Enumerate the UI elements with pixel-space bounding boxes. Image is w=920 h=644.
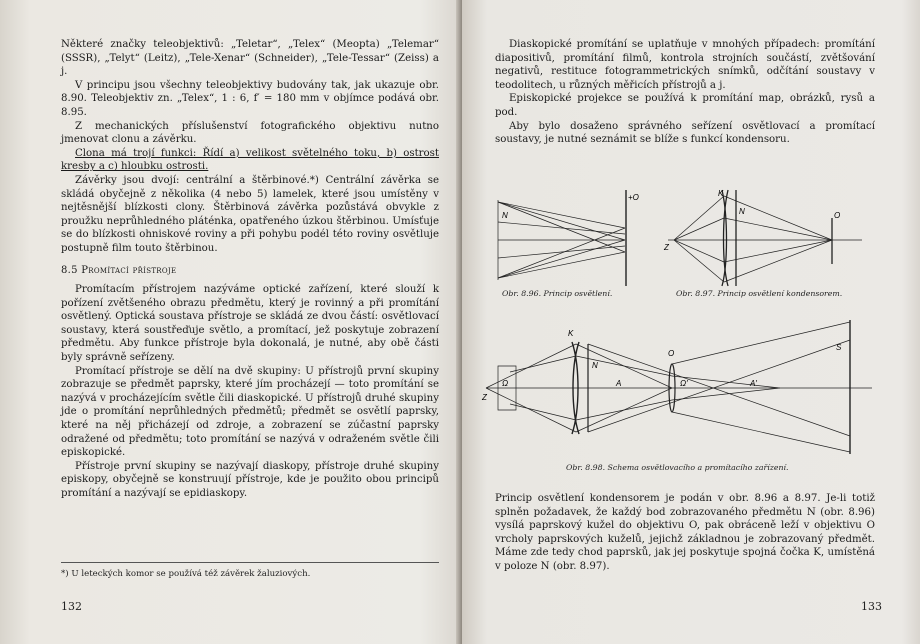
page-number-left: 132	[61, 600, 82, 613]
fig96-label-o: +O	[628, 193, 639, 202]
fig97-label-z: Z	[664, 243, 669, 252]
left-text-column	[61, 38, 439, 501]
figure-8-96-caption: Obr. 8.96. Princip osvětlení.	[502, 289, 613, 298]
figure-8-97	[662, 186, 867, 288]
paragraph-telephoto-brands: Některé značky teleobjektivů: „Teletar“, „Telex“ (Meopta) „Telemar“ (SSSR), „Telyt“ (Leitz), „Tele-Xenar“ (Schneider), „Tele-Tessar“ (Zeiss) a j.	[61, 39, 439, 78]
paragraph-condenser-intro: Aby bylo dosaženo správného seřízení osvětlovací a promítací soustavy, je nutné seznámit se blíže s funkcí kondensoru.	[495, 120, 875, 146]
figure-8-98	[480, 316, 875, 456]
fig98-label-omega: Ω	[502, 379, 509, 388]
figure-8-97-caption: Obr. 8.97. Princip osvětlení kondensorem.	[676, 289, 843, 298]
fig97-label-n: N	[739, 207, 745, 216]
figure-8-96	[494, 188, 654, 288]
paragraph-aperture-function: Clona má trojí funkci: Řídí a) velikost světelného toku, b) ostrost kresby a c) hloubku ostrosti.	[61, 147, 439, 173]
paragraph-projector-definition: Promítacím přístrojem nazýváme optické zařízení, které slouží k pořízení zvětšeného obrazu předmětu, který je rovinný a při promítání osvětlený. Optická soustava přístroje se skládá ze dvou částí: osvětlovací soustavy, která soustřeďuje světlo, a promítací, jež poskytuje zobrazení předmětu. Aby funkce přístroje byla dokonalá, je nutné, aby obě části byly správně seřízeny.	[61, 284, 439, 364]
paragraph-projector-types: Přístroje první skupiny se nazývají diaskopy, přístroje druhé skupiny episkopy, obyčejně se konstruují přístroje, kde je použito obou principů promítání a nazývají se epidiaskopy.	[61, 460, 439, 499]
fig98-label-o: O	[668, 349, 675, 358]
fig98-label-omega-prime: Ω′	[680, 379, 688, 388]
footnote: *) U leteckých komor se používá též závěrek žaluziových.	[61, 562, 439, 579]
fig98-label-a-prime: A′	[750, 379, 757, 388]
fig96-label-n: N	[502, 211, 508, 220]
right-text-column	[495, 38, 875, 147]
paragraph-telephoto-principle: V principu jsou všechny teleobjektivy budovány tak, jak ukazuje obr. 8.90. Teleobjektiv zn. „Telex“, 1 : 6, f′ = 180 mm v objímce podává obr. 8.95.	[61, 79, 439, 118]
fig98-label-s: S	[836, 343, 842, 352]
fig98-label-n: N	[592, 361, 598, 370]
fig98-label-z: Z	[482, 393, 487, 402]
paragraph-projector-groups: Promítací přístroje se dělí na dvě skupiny: U přístrojů první skupiny zobrazuje se předmět paprsky, které jím procházejí — toto promítání se nazývá v procházejícím světle čili diaskopické. U přístrojů druhé skupiny jde o promítání neprůhledných předmětů; předmět se osvětlí paprsky, které na něj přicházejí od zdroje, a zobrazení se zúčastní paprsky odražené od předmětu; toto promítání se nazývá v odraženém světle čili episkopické.	[61, 365, 439, 459]
paragraph-shutters: Závěrky jsou dvojí: centrální a štěrbinové.*) Centrální závěrka se skládá obyčejně z několika (4 nebo 5) lamelek, které jsou umístěny v nejtěsnější blízkosti clony. Štěrbinová závěrka pozůstává obvykle z proužku neprůhledného pláténka, opatřeného úzkou štěrbinou. Umísťuje se do blízkosti ohniskové roviny a při pohybu podél této roviny osvětluje postupně film touto štěrbinou.	[61, 174, 439, 254]
paragraph-condenser-principle: Princip osvětlení kondensorem je podán v obr. 8.96 a 8.97. Je-li totiž splněn požadavek, že každý bod zobrazovaného předmětu N (obr. 8.96) vysílá paprskový kužel do objektivu O, pak obráceně leží v objektivu O vrcholy paprskových kuželů, jejichž základnou je zobrazovaný předmět. Máme zde tedy chod paprsků, jak jej poskytuje spojná čočka K, umístěná v poloze N (obr. 8.97).	[495, 493, 875, 572]
fig98-label-k: K	[568, 329, 574, 338]
right-page	[462, 0, 920, 644]
paragraph-episcopic-uses: Episkopické projekce se používá k promítání map, obrázků, rysů a pod.	[495, 93, 875, 118]
fig98-label-a: A	[616, 379, 622, 388]
fig97-label-k: K	[718, 189, 724, 198]
page-number-right: 133	[861, 600, 882, 613]
fig97-label-o: O	[834, 211, 841, 220]
figure-8-98-caption: Obr. 8.98. Schema osvětlovacího a promítacího zařízení.	[566, 463, 789, 472]
paragraph-diascopic-uses: Diaskopické promítání se uplatňuje v mnohých případech: promítání diapositivů, promítání filmů, kontrola strojních součástí, zvětšování negativů, restituce fotogrammetrických snímků, odčítání soustavy v teodolitech, u různých měřicích přístrojů a j.	[495, 39, 875, 91]
paragraph-mechanical-accessories: Z mechanických příslušenství fotografického objektivu nutno jmenovat clonu a závěrku.	[61, 120, 439, 146]
section-heading: 8.5 Promítací přístroje	[61, 264, 177, 276]
